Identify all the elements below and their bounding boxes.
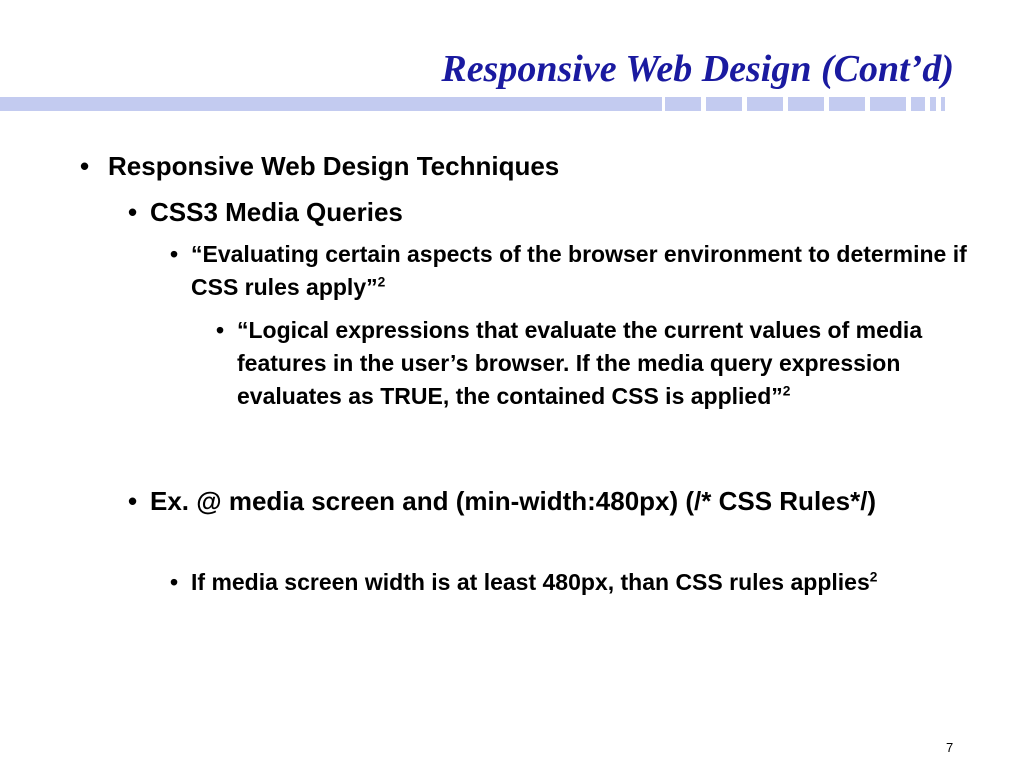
bullet-marker: •	[80, 151, 90, 181]
rule-block	[706, 97, 742, 111]
title-rule-blocks	[665, 97, 945, 111]
slide-title: Responsive Web Design (Cont’d)	[441, 48, 954, 90]
rule-block	[788, 97, 824, 111]
bullet-text-content: “Evaluating certain aspects of the browser environment to determine if CSS rules apply”	[191, 241, 967, 300]
rule-block	[941, 97, 945, 111]
citation-superscript: 2	[782, 383, 791, 399]
bullet-level-2	[128, 486, 928, 517]
bullet-text	[108, 151, 980, 182]
bullet-text-content: CSS3 Media Queries	[150, 197, 403, 227]
bullet-marker: •	[170, 569, 179, 595]
citation-superscript: 2	[869, 569, 878, 585]
bullet-level-3	[170, 238, 990, 304]
page-number: 7	[946, 740, 954, 755]
rule-block	[829, 97, 865, 111]
bullet-level-1	[80, 151, 980, 182]
rule-block	[747, 97, 783, 111]
rule-block	[930, 97, 936, 111]
bullet-text-content: Ex. @ media screen and (min-width:480px) (/* CSS Rules*/)	[150, 486, 877, 516]
citation-superscript: 2	[377, 274, 386, 290]
bullet-level-4	[216, 314, 976, 413]
bullet-text-content: Responsive Web Design Techniques	[108, 151, 560, 181]
bullet-marker: •	[170, 241, 179, 267]
bullet-text	[150, 486, 928, 517]
bullet-text-content: If media screen width is at least 480px, than CSS rules applies	[191, 569, 870, 595]
title-underline-rule	[0, 97, 965, 111]
rule-block	[665, 97, 701, 111]
bullet-marker: •	[128, 197, 138, 227]
rule-block	[911, 97, 925, 111]
bullet-text	[237, 314, 976, 413]
bullet-text	[150, 197, 988, 228]
bullet-text-content: “Logical expressions that evaluate the current values of media features in the user’s browser. If the media query expression evaluates as TRUE, the contained CSS is applied”	[237, 317, 923, 409]
rule-block	[870, 97, 906, 111]
bullet-level-2	[128, 197, 988, 228]
bullet-text	[191, 566, 960, 599]
bullet-marker: •	[216, 317, 225, 343]
bullet-text	[191, 238, 990, 304]
bullet-marker: •	[128, 486, 138, 516]
bullet-level-3	[170, 566, 960, 599]
title-rule-bar	[0, 97, 662, 111]
